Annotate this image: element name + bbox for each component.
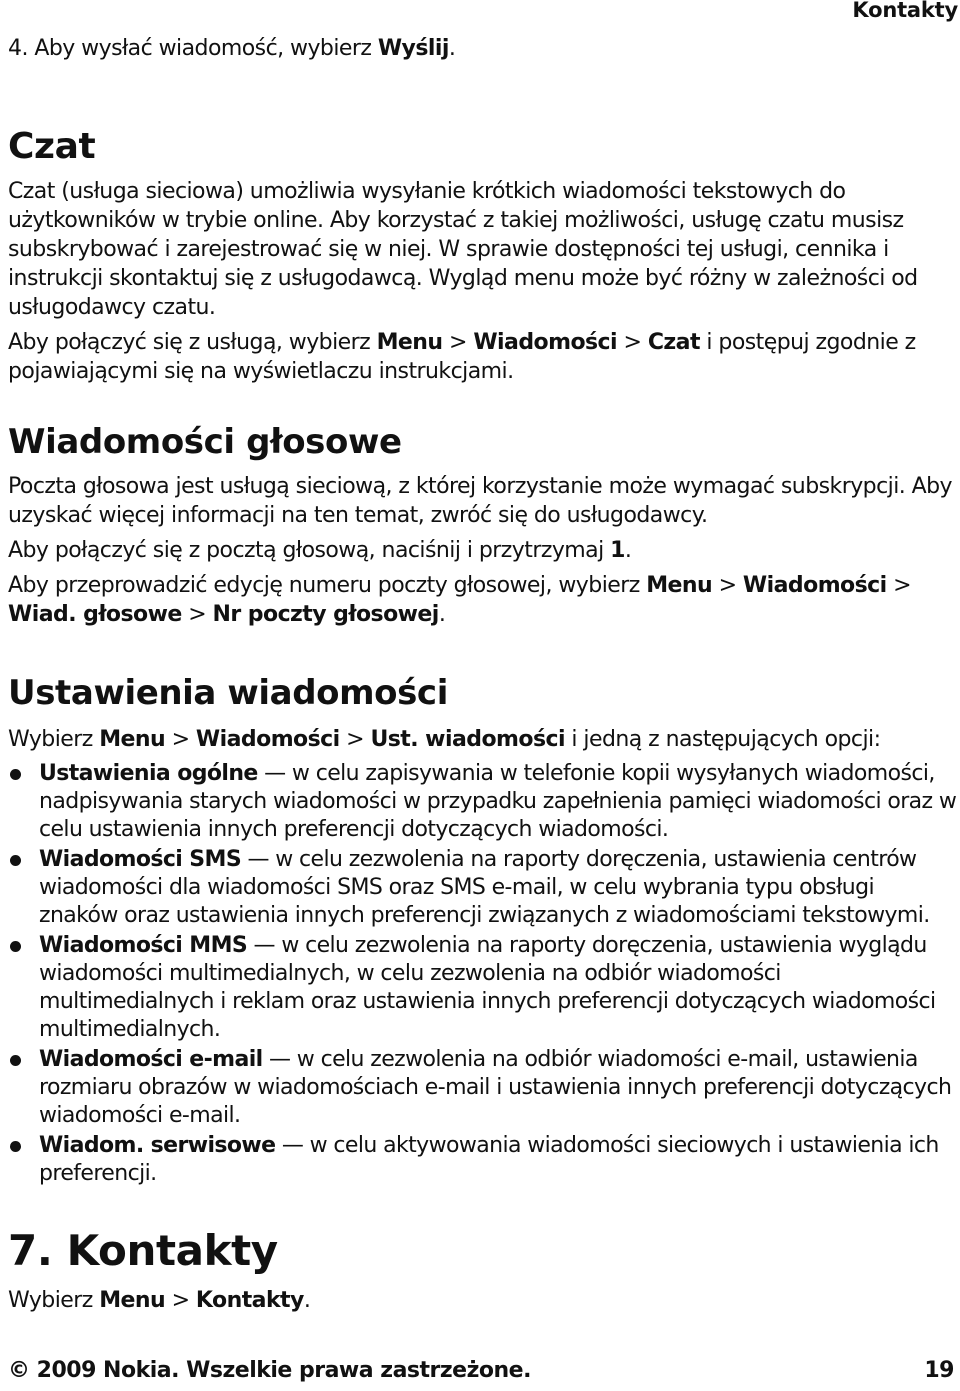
message-settings-options	[8, 760, 958, 1188]
voicemail-edit-instructions	[8, 571, 958, 629]
contacts-intro-prefix: Wybierz	[8, 1288, 100, 1313]
step-4-suffix: .	[448, 36, 456, 61]
copyright-notice: © 2009 Nokia. Wszelkie prawa zastrzeżone.	[8, 1358, 531, 1383]
menu-path-messages: Wiadomości	[473, 330, 618, 355]
settings-option-general	[8, 760, 958, 844]
bullet-icon	[10, 1141, 21, 1152]
chapter-heading: 7. Kontakty	[8, 1226, 278, 1275]
send-action-label: Wyślij	[377, 36, 449, 61]
option-name: Wiadom. serwisowe	[39, 1133, 276, 1158]
menu-path-menu: Menu	[99, 1288, 166, 1313]
option-name: Ustawienia ogólne	[39, 761, 258, 786]
chat-connect-suffix: i postępuj zgodnie z pojawiającymi się na wyświetlaczu instrukcjami.	[8, 330, 916, 384]
voicemail-call-prefix: Aby połączyć się z pocztą głosową, naciśnij i przytrzymaj	[8, 538, 611, 563]
menu-path-chat: Czat	[647, 330, 700, 355]
voice-messages-paragraph: Poczta głosowa jest usługą sieciową, z której korzystanie może wymagać subskrypcji. Aby uzyskać więcej informacji na ten temat, zwróć się do usługodawcy.	[8, 474, 953, 528]
menu-path-separator: >	[442, 330, 474, 355]
option-dash: —	[257, 761, 292, 786]
option-description: w celu aktywowania wiadomości sieciowych i ustawienia ich preferencji.	[39, 1133, 939, 1186]
menu-path-menu: Menu	[99, 727, 166, 752]
menu-path-menu: Menu	[646, 573, 713, 598]
voicemail-edit-prefix: Aby przeprowadzić edycję numeru poczty głosowej, wybierz	[8, 573, 647, 598]
running-header: Kontakty	[852, 0, 958, 22]
menu-path-separator: >	[886, 573, 911, 598]
contacts-intro-suffix: .	[303, 1288, 311, 1313]
menu-path-separator: >	[617, 330, 648, 355]
bullet-icon	[10, 855, 21, 866]
menu-path-message-settings: Ust. wiadomości	[370, 727, 565, 752]
chat-connect-prefix: Aby połączyć się z usługą, wybierz	[8, 330, 377, 355]
bullet-icon	[10, 769, 21, 780]
settings-option-sms	[8, 846, 958, 930]
menu-path-voicemail-number: Nr poczty głosowej	[212, 602, 439, 627]
voicemail-key: 1	[610, 538, 625, 563]
menu-path-messages: Wiadomości	[195, 727, 340, 752]
settings-option-email	[8, 1046, 958, 1130]
message-settings-heading: Ustawienia wiadomości	[8, 673, 448, 713]
step-4	[8, 34, 958, 63]
menu-path-voice-messages: Wiad. głosowe	[8, 602, 182, 627]
voice-messages-heading: Wiadomości głosowe	[8, 422, 402, 462]
menu-path-separator: >	[181, 602, 213, 627]
bullet-icon	[10, 1055, 21, 1066]
menu-path-separator: >	[712, 573, 743, 598]
chat-heading: Czat	[8, 126, 96, 167]
option-name: Wiadomości SMS	[39, 847, 242, 872]
voicemail-edit-suffix: .	[438, 602, 446, 627]
menu-path-separator: >	[165, 1288, 196, 1313]
page-footer	[8, 1357, 954, 1385]
chat-connect-instructions	[8, 328, 958, 386]
menu-path-separator: >	[165, 727, 196, 752]
step-4-text: 4. Aby wysłać wiadomość, wybierz	[8, 36, 378, 61]
contacts-intro	[8, 1286, 958, 1315]
option-description: w celu zapisywania w telefonie kopii wysyłanych wiadomości, nadpisywania starych wiadomości w przypadku zapełnienia pamięci wiadomości oraz w celu ustawienia innych preferencji dotyczących wiadomości.	[39, 761, 957, 842]
option-dash: —	[247, 933, 282, 958]
voicemail-call-suffix: .	[624, 538, 632, 563]
chat-paragraph: Czat (usługa sieciowa) umożliwia wysyłanie krótkich wiadomości tekstowych do użytkowników w trybie online. Aby korzystać z takiej możliwości, usługę czatu musisz subskrybować i zarejestrować się w niej. W sprawie dostępności tej usługi, cennika i instrukcji skontaktuj się z usługodawcą. Wygląd menu może być różny w zależności od usługodawcy czatu.	[8, 179, 918, 320]
menu-path-menu: Menu	[376, 330, 443, 355]
bullet-icon	[10, 941, 21, 952]
menu-path-separator: >	[339, 727, 371, 752]
option-description: w celu zezwolenia na raporty doręczenia, ustawienia centrów wiadomości dla wiadomości SMS oraz SMS e-mail, w celu wybrania typu obsługi znaków oraz ustawienia innych preferencji związanych z wiadomościami tekstowymi.	[39, 847, 930, 928]
option-dash: —	[241, 847, 276, 872]
option-description: w celu zezwolenia na odbiór wiadomości e-mail, ustawienia rozmiaru obrazów w wiadomościach e-mail i ustawienia innych preferencji dotyczących wiadomości e-mail.	[39, 1047, 952, 1128]
settings-option-service	[8, 1132, 958, 1188]
settings-option-mms	[8, 932, 958, 1044]
settings-intro-suffix: i jedną z następujących opcji:	[564, 727, 881, 752]
option-name: Wiadomości MMS	[39, 933, 248, 958]
option-name: Wiadomości e-mail	[39, 1047, 263, 1072]
page-number: 19	[924, 1358, 954, 1383]
option-description: w celu zezwolenia na raporty doręczenia, ustawienia wyglądu wiadomości multimedialnych, w celu zezwolenia na odbiór wiadomości multimedialnych i reklam oraz ustawienia innych preferencji dotyczących wiadomości multimedialnych.	[39, 933, 936, 1042]
option-dash: —	[275, 1133, 310, 1158]
page-content	[8, 34, 958, 1315]
message-settings-intro	[8, 725, 958, 754]
settings-intro-prefix: Wybierz	[8, 727, 100, 752]
menu-path-contacts: Kontakty	[195, 1288, 304, 1313]
menu-path-messages: Wiadomości	[742, 573, 887, 598]
option-dash: —	[262, 1047, 297, 1072]
voicemail-call-instructions	[8, 536, 958, 565]
